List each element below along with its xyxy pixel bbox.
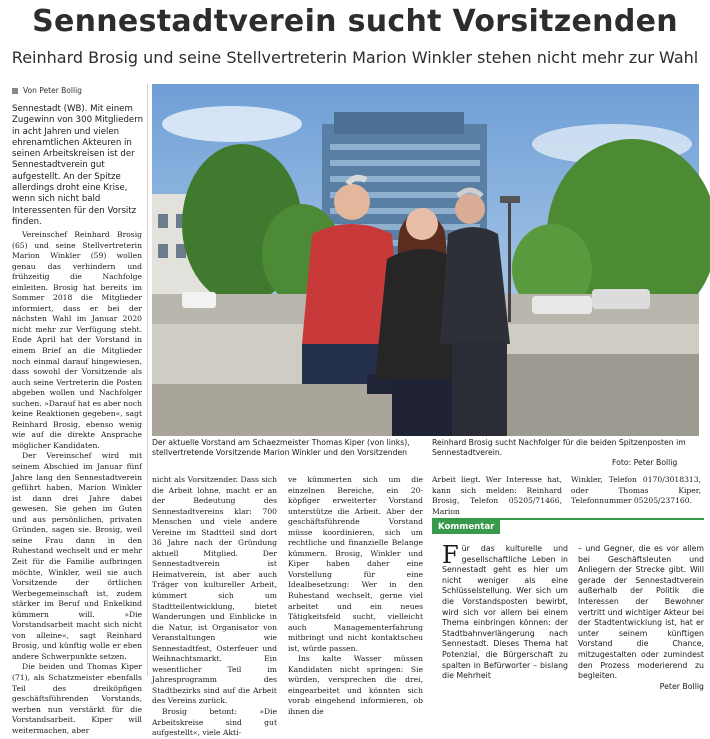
kommentar-tab: Kommentar	[432, 520, 500, 534]
photo-caption-left: Der aktuelle Vorstand am Schaezmeister Thomas Kiper (von links), stellvertretende Vorsitzende Marion Winkler und den Vorsitzenden	[152, 438, 410, 457]
paragraph: nicht als Vorsitzender. Dass sich die Arbeit lohne, macht er an der Bedeutung des Sennestadtvereins klar: 700 Menschen und viele andere Vereine im Stadtteil sind dort 36 Jahre nach der Gründung aktuell Mitglied. Der Sennestadtverein ist Heimatverein, ist aber auch Träger von kultureller Arbeit, kümmert sich um Stadtteilentwicklung, bietet Wanderungen und Einblicke in die Natur, ist Organisator von Veranstaltungen wie Sennestadtfest, Osterfeuer und Weihnachtsmarkt. Ein wesentlicher Teil im Jahresprogramm des Stadtbezirks sind auf die Arbeit des Vereins zurück.	[152, 475, 277, 706]
byline-text: Von Peter Bollig	[23, 86, 82, 95]
paragraph: Der Vereinschef wird mit seinem Abschied im Januar fünf Jahre lang den Sennestadtverein geführt haben, Marion Winkler ist dann drei Jahre dabei gewesen. Sie gehen im Guten und aus persönlichen, privaten Gründen, sagen sie. Brosig, weil seine Frau dann in den Ruhestand wechselt und er mehr Zeit für die Familie aufbringen möchte, Winkler, weil sie auch Vorsitzende der örtlichen Werbegemeinschaft ist, zudem stärker im Beruf und Enkelkind kümmern will. »Die Vorstandsarbeit macht sich nicht von alleine«, sagt Reinhard Brosig, und künftig wolle er eben andere Schwerpunkte setzen.	[12, 451, 142, 661]
article-column-2	[152, 475, 277, 738]
photo-credit: Foto: Peter Bollig	[612, 458, 678, 467]
kommentar-column-1	[442, 541, 568, 681]
article-column-4	[432, 475, 562, 516]
kommentar-header	[432, 518, 704, 538]
paragraph: Ins kalte Wasser müssen Kandidaten nicht springen: Sie würden, versprechen die drei, eingearbeitet und könnten sich vorab eingehend informieren, ob ihnen die	[288, 654, 423, 717]
column-divider	[147, 84, 148, 676]
kommentar-column-2	[578, 544, 704, 691]
paragraph: Brosig betont: »Die Arbeitskreise sind gut aufgestellt«, viele Akti-	[152, 707, 277, 738]
photo-caption-right: Reinhard Brosig sucht Nachfolger für die beiden Spitzenposten im Sennestadtverein.	[432, 438, 686, 457]
byline-marker-icon	[12, 88, 18, 94]
paragraph: Winkler, Telefon 0170/3018313, oder Thomas Kiper, Telefonnummer 05205/237160.	[571, 475, 701, 506]
subheadline: Reinhard Brosig und seine Stellvertreterin Marion Winkler stehen nicht mehr zur Wahl	[11, 48, 699, 67]
byline	[12, 86, 82, 95]
paragraph: ve kümmerten sich um die einzelnen Bereiche, ein 20-köpfiger erweiterter Vorstand unterstütze die Arbeit. Aber der geschäftsführende Vorstand müsse koordinieren, sich um rechtliche und finanzielle Belange kümmern. Brosig, Winkler und Kiper haben daher eine Vorstellung für eine Idealbesetzung: Wer in den Ruhestand wechselt, gerne viel arbeitet und ein neues Tätigkeitsfeld sucht, vielleicht auch Managementerfahrung mitbringt und nicht kontaktscheu ist, würde passen.	[288, 475, 423, 653]
headline: Sennestadtverein sucht Vorsitzenden	[32, 4, 678, 39]
article-column-5	[571, 475, 701, 513]
photo-illustration	[152, 84, 699, 436]
paragraph: Vereinschef Reinhard Brosig (65) und seine Stellvertreterin Marion Winkler (59) wollen genau das verhindern und frühzeitig die Nachfolge einleiten. Brosig hat bereits im Sommer 2018 die Mitglieder informiert, dass er bei der nächsten Wahl im Januar 2020 nicht mehr zur Verfügung steht. Ende April hat der Vorstand in einem Brief an die Mitglieder noch einmal darauf hingewiesen, dass sowohl der Vorsitzende als auch seine Vertreterin die Posten abgeben wollen und Nachfolger suchen. »Darauf hat es aber noch keine Reaktionen gegeben«, sagt Reinhard Brosig, ebenso wenig wie auf die direkte Ansprache möglicher Kandidaten.	[12, 230, 142, 450]
article-photo	[152, 84, 699, 436]
kommentar-signature: Peter Bollig	[659, 681, 704, 691]
paragraph: Die beiden und Thomas Kiper (71), als Schatzmeister ebenfalls Teil des dreiköpfigen geschäftsführenden Vorstands, werben nun verstärkt für die Vorstandsarbeit. Kiper will weitermachen, aber	[12, 662, 142, 735]
article-column-3	[288, 475, 423, 717]
kommentar-text-2: – und Gegner, die es vor allem bei Geschäftsleuten und Anliegern der Strecke gibt. Will gerade der Sennestadtverein außerhalb der Politik die Interessen der Bewohner vertritt und wichtiger Akteur bei der Stadtentwicklung ist, hat er unter seinem künftigen Vorstand die Chance, mitzugestalten oder zumindest den Prozess moderierend zu begleiten.	[578, 544, 704, 681]
paragraph: Arbeit liegt. Wer Interesse hat, kann sich melden: Reinhard Brosig, Telefon 05205/71466, Marion	[432, 475, 562, 516]
lead-paragraph: Sennestadt (WB). Mit einem Zugewinn von 300 Mitgliedern in acht Jahren und vielen ehrenamtlichen Akteuren in seinen Arbeitskreisen ist der Sennestadtverein gut aufgestellt. An der Spitze allerdings droht eine Krise, wenn sich nicht bald Interessenten für den Vorsitz finden.	[12, 104, 144, 227]
dropcap: F	[442, 541, 459, 569]
article-column-1	[12, 230, 142, 735]
kommentar-text-1: ür das kulturelle und gesellschaftliche Leben in Sennestadt geht es hier um nicht weniger als eine Schlüsselstellung. Wer sich um die Vorstandsposten bewirbt, wird sich vor allem bei einem Thema einbringen können: der Stadtbahnverlängerung nach Sennestadt. Dieses Thema hat Potenzial, die Bürgerschaft zu spalten in Befürworter – bislang die Mehrheit	[442, 544, 568, 681]
